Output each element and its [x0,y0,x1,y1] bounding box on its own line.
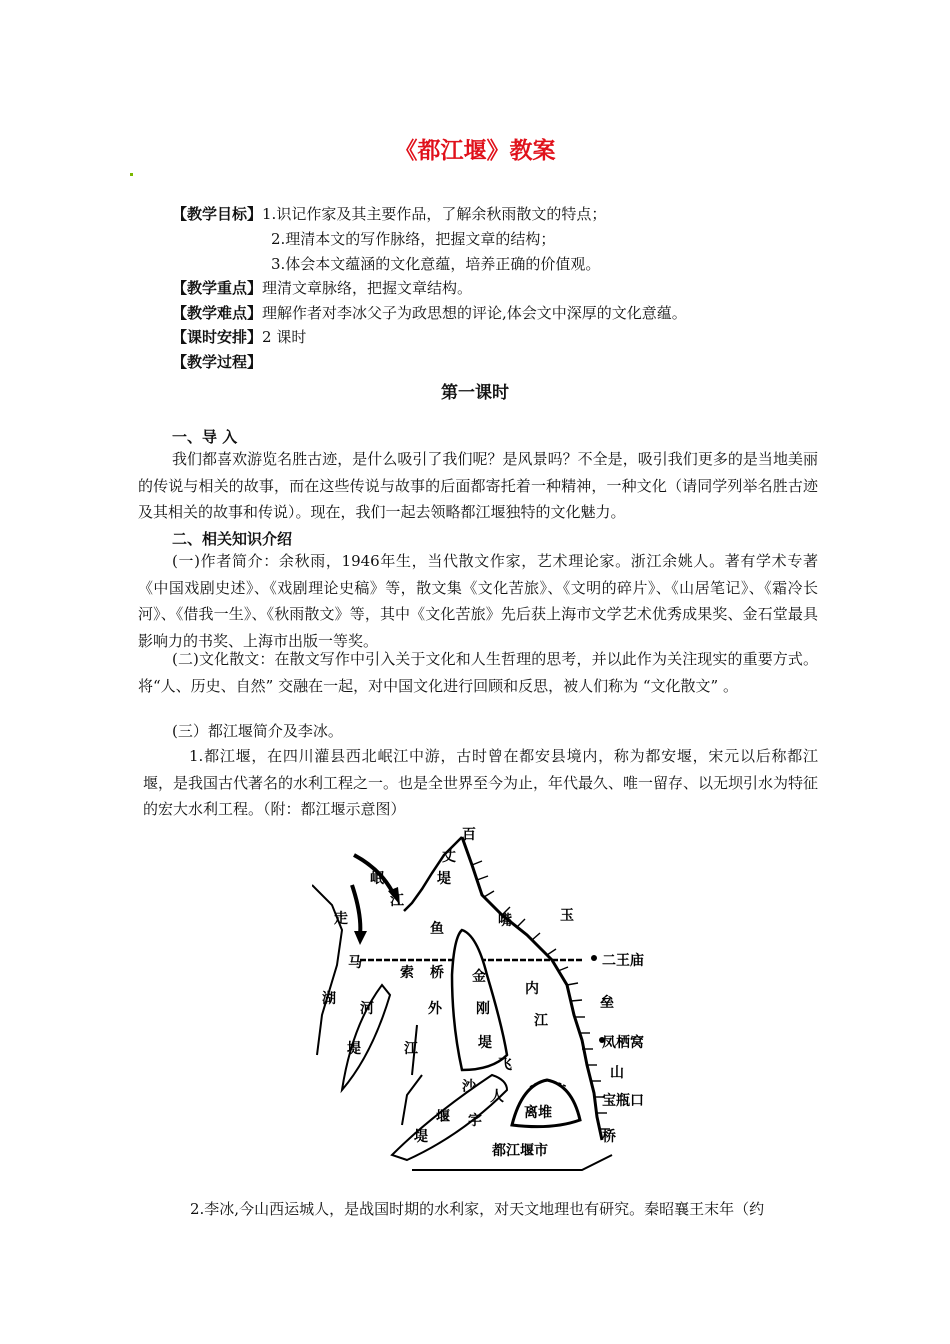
key-points-label: 【教学重点】 [172,279,263,297]
label-baopingkou: 宝瓶口 [602,1093,644,1109]
label-lidui: 离堆 [524,1105,552,1121]
label-minjiang: 岷 [370,871,384,887]
svg-text:堤: 堤 [347,1041,361,1057]
page-title: 《都江堰》教案 [394,138,556,164]
key-points-line [172,277,472,299]
objective-1: 1.识记作家及其主要作品，了解余秋雨散文的特点； [262,205,607,223]
difficulties-text: 理解作者对李冰父子为政思想的评论,体会文中深厚的文化意蕴。 [262,304,687,322]
label-yuzui: 鱼 [430,921,444,937]
process-label: 【教学过程】 [172,353,263,371]
author-intro: (一)作者简介：余秋雨，1946年生，当代散文作家，艺术理论家。浙江余姚人。著有学术专著《中国戏剧史述》、《戏剧理论史稿》等，散文集《文化苦旅》、《文明的碎片》、《山居笔记》、《霜冷长河》、《借我一生》、《秋雨散文》等，其中《文化苦旅》先后获上海市文学艺术优秀成果奖、金石堂最具影响力的书奖、上海市出版一等奖。 [138,552,818,650]
objective-2: 2.理清本文的写作脉络，把握文章的结构； [271,230,556,248]
svg-text:山: 山 [610,1065,624,1081]
difficulties-line [172,302,687,324]
label-city: 都江堰市 [492,1143,548,1159]
knowledge-heading: 二、相关知识介绍 [172,530,293,548]
culture-prose-intro: (二)文化散文：在散文写作中引入关于文化和人生哲理的思考，并以此作为关注现实的重要方式。将“人、历史、自然” 交融在一起，对中国文化进行回顾和反思，被人们称为 “文化散文” 。 [138,650,818,695]
svg-text:堤: 堤 [437,871,451,887]
label-feisha: 飞 [498,1057,512,1073]
svg-text:沙: 沙 [462,1079,476,1095]
svg-text:江: 江 [534,1013,548,1029]
label-zouma: 走 [334,911,348,927]
key-points-text: 理清文章脉络，把握文章结构。 [262,279,473,297]
label-neijiang: 内 [525,981,539,997]
difficulties-label: 【教学难点】 [172,304,263,322]
objective-3: 3.体会本文蕴涵的文化意蕴，培养正确的价值观。 [271,255,601,273]
svg-text:丈: 丈 [442,849,456,865]
svg-text:河: 河 [360,1001,374,1017]
svg-text:湖: 湖 [322,991,336,1007]
svg-text:字: 字 [468,1113,482,1129]
libing-intro: 2.李冰,今山西运城人，是战国时期的水利家，对天文地理也有研究。秦昭襄王末年（约 [190,1200,765,1218]
svg-text:马: 马 [348,955,362,971]
label-yulei: 玉 [560,908,574,924]
objectives-label: 【教学目标】 [172,205,263,223]
svg-text:江: 江 [390,893,404,909]
svg-text:桥: 桥 [430,965,444,981]
dujiangyan-map [312,825,664,1181]
svg-text:堤: 堤 [414,1129,428,1145]
schedule-text: 2 课时 [262,328,307,346]
objectives-line-1 [172,203,606,225]
dujiangyan-subheading: (三）都江堰简介及李冰。 [172,722,343,740]
flow-arrow-2 [352,885,360,935]
svg-text:堤: 堤 [478,1035,492,1051]
intro-paragraph: 我们都喜欢游览名胜古迹，是什么吸引了我们呢？是风景吗？不全是，吸引我们更多的是当地美丽的传说与相关的故事，而在这些传说与故事的后面都寄托着一种精神，一种文化（请同学列举名胜古迹及其相关的故事和传说）。现在，我们一起去领略都江堰独特的文化魅力。 [138,450,818,521]
label-baizhangdi: 百 [462,827,476,843]
decorative-dot [130,173,133,176]
svg-text:堰: 堰 [436,1109,450,1125]
svg-text:垒: 垒 [600,995,614,1011]
dujiangyan-intro: 1.都江堰，在四川灌县西北岷江中游，古时曾在都安县境内，称为都安堰，宋元以后称都江堰，是我国古代著名的水利工程之一。也是全世界至今为止，年代最久、唯一留存、以无坝引水为特征的宏大水利工程。（附：都江堰示意图） [143,747,819,818]
schedule-line [172,326,306,348]
svg-text:刚: 刚 [476,1001,490,1017]
label-fengqiwo: 凤栖窝 [602,1035,644,1051]
label-nanqiao: 桥 [602,1129,616,1145]
label-suoqiao: 索 [400,965,414,981]
svg-text:嘴: 嘴 [498,913,512,929]
label-renzidi: 人 [490,1089,504,1105]
intro-heading: 一、导 入 [172,428,238,446]
lesson-heading: 第一课时 [441,383,509,403]
label-erwangmiao: 二王庙 [602,953,644,969]
waijiang-bank [402,1075,422,1125]
label-jingangdi: 金 [472,969,486,985]
label-waijiang: 外 [428,1001,442,1017]
schedule-label: 【课时安排】 [172,328,263,346]
svg-text:江: 江 [404,1041,418,1057]
